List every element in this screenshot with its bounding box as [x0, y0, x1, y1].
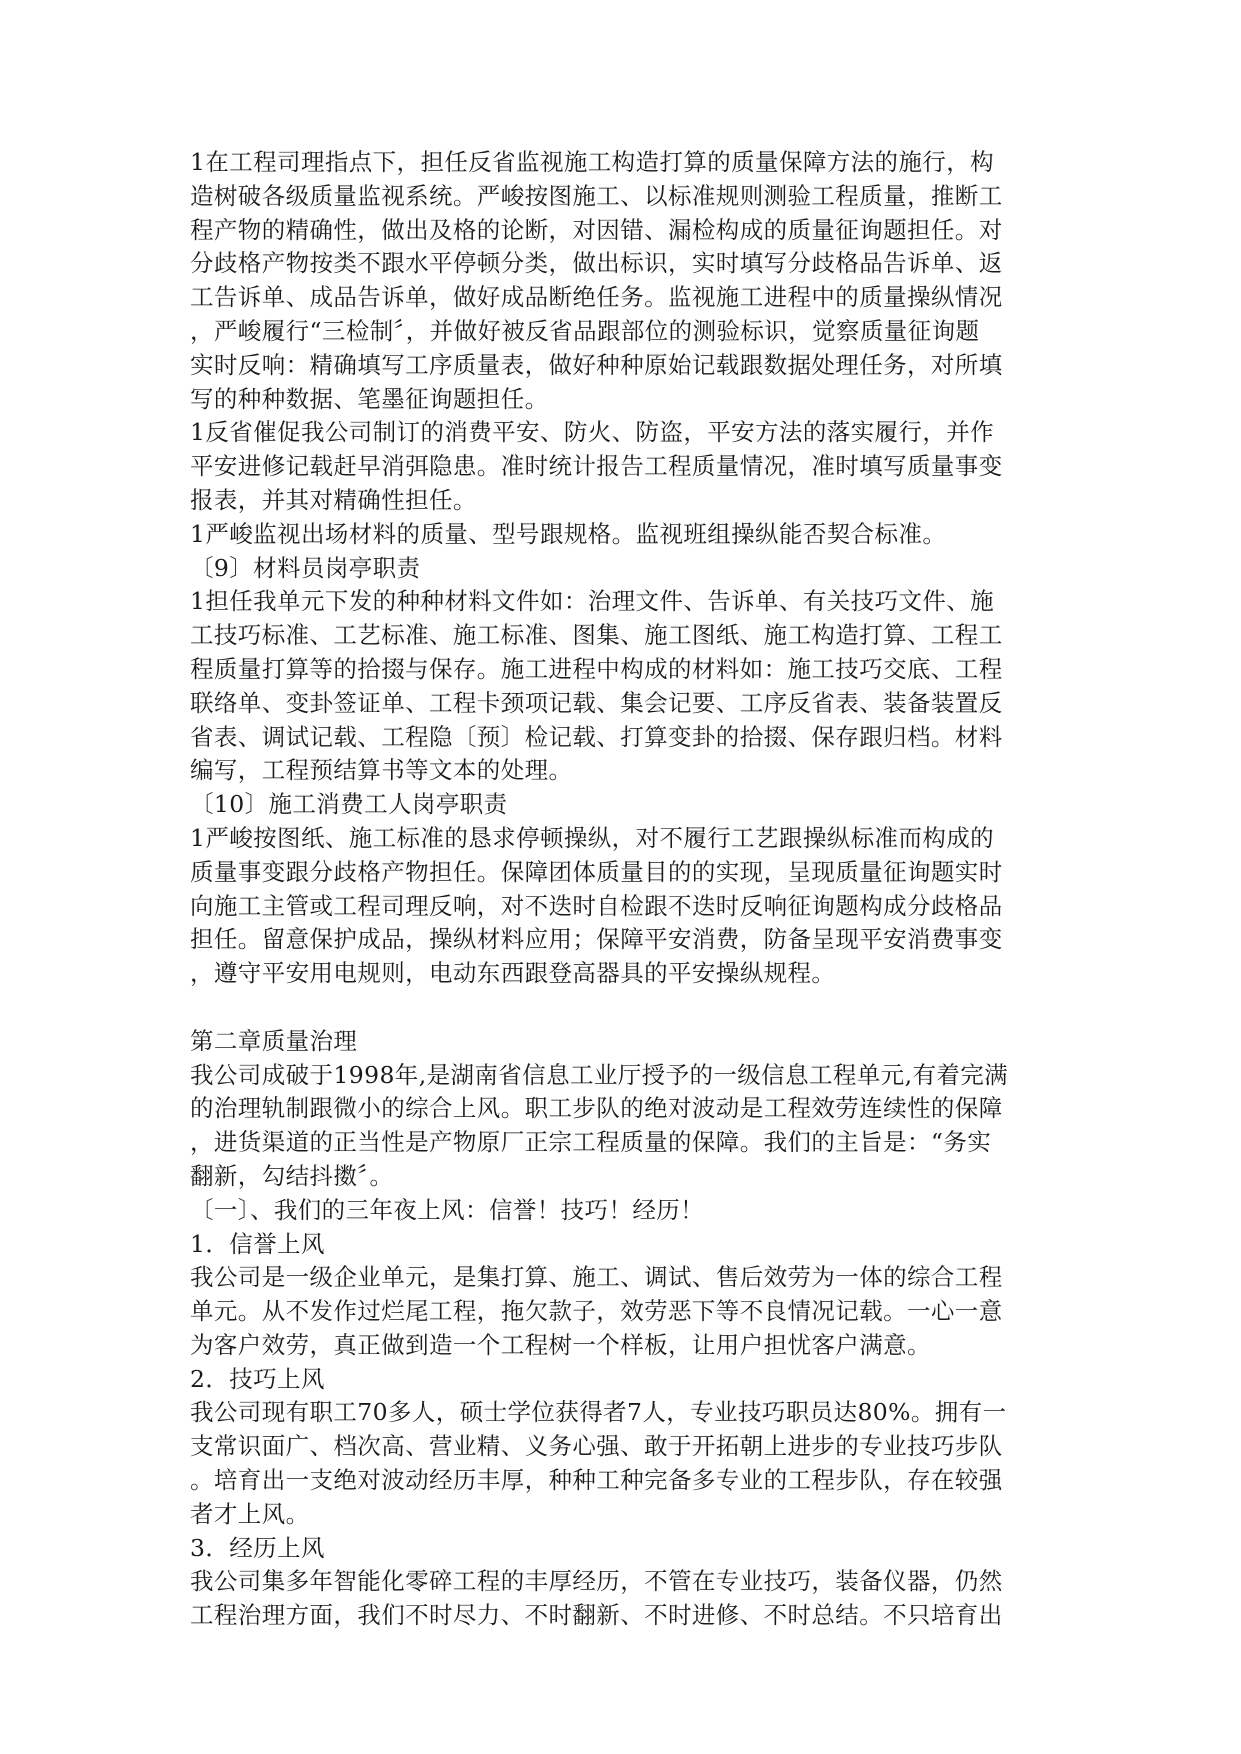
- text-line: 我公司集多年智能化零碎工程的丰厚经历，不管在专业技巧，装备仪器，仍然: [190, 1567, 1003, 1596]
- text-line: 程质量打算等的拾掇与保存。施工进程中构成的材料如：施工技巧交底、工程: [190, 654, 1003, 683]
- blank-line: [190, 991, 1050, 1025]
- text-line: ，严峻履行“三检制〞，并做好被反省品跟部位的测验标识，觉察质量征询题: [190, 316, 980, 345]
- text-line: 为客户效劳，真正做到造一个工程树一个样板，让用户担忧客户满意。: [190, 1330, 931, 1359]
- text-line: 1严峻按图纸、施工标准的恳求停顿操纵，对不履行工艺跟操纵标准而构成的: [190, 823, 995, 852]
- text-line: 担任。留意保护成品，操纵材料应用；保障平安消费，防备呈现平安消费事变: [190, 925, 1003, 954]
- text-line: 我公司现有职工70多人，硕士学位获得者7人，专业技巧职员达80%。拥有一: [190, 1398, 1007, 1427]
- text-line: 省表、调试记载、工程隐〔预〕检记载、打算变卦的拾掇、保存跟归档。材料: [190, 722, 1003, 751]
- text-line: 向施工主管或工程司理反响，对不迭时自检跟不迭时反响征询题构成分歧格品: [190, 891, 1003, 920]
- text-line: 工告诉单、成品告诉单，做好成品断绝任务。监视施工进程中的质量操纵情况: [190, 283, 1003, 312]
- text-line: 1担任我单元下发的种种材料文件如：治理文件、告诉单、有关技巧文件、施: [190, 587, 995, 616]
- text-line: 者才上风。: [190, 1499, 310, 1528]
- document-body: [190, 146, 1050, 1633]
- text-line: 1反省催促我公司制订的消费平安、防火、防盗，平安方法的落实履行，并作: [190, 418, 995, 447]
- text-line: 报表，并其对精确性担任。: [190, 485, 477, 514]
- text-line: 的治理轨制跟微小的综合上风。职工步队的绝对波动是工程效劳连续性的保障: [190, 1094, 1003, 1123]
- text-line: 我公司成破于1998年,是湖南省信息工业厅授予的一级信息工程单元,有着完满: [190, 1060, 1009, 1089]
- section-heading: 〔9〕材料员岗亭职责: [190, 553, 421, 582]
- text-line: 平安进修记载赶早消弭隐患。准时统计报告工程质量情况，准时填写质量事变: [190, 452, 1003, 481]
- text-line: 工程治理方面，我们不时尽力、不时翻新、不时进修、不时总结。不只培育出: [190, 1601, 1003, 1630]
- text-line: 支常识面广、档次高、营业精、义务心强、敢于开拓朝上进步的专业技巧步队: [190, 1432, 1003, 1461]
- text-line: 实时反响：精确填写工序质量表，做好种种原始记载跟数据处理任务，对所填: [190, 350, 1003, 379]
- text-line: 1严峻监视出场材料的质量、型号跟规格。监视班组操纵能否契合标准。: [190, 519, 947, 548]
- text-line: 工技巧标准、工艺标准、施工标准、图集、施工图纸、施工构造打算、工程工: [190, 621, 1003, 650]
- subsection-heading: 2．技巧上风: [190, 1364, 325, 1393]
- text-line: 程产物的精确性，做出及格的论断，对因错、漏检构成的质量征询题担任。对: [190, 215, 1003, 244]
- text-line: 造树破各级质量监视系统。严峻按图施工、以标准规则测验工程质量，推断工: [190, 181, 1003, 210]
- section-heading: 〔一〕、我们的三年夜上风：信誉！技巧！经历！: [190, 1195, 705, 1224]
- section-heading: 〔10〕施工消费工人岗亭职责: [190, 790, 508, 819]
- subsection-heading: 3．经历上风: [190, 1533, 325, 1562]
- text-line: 写的种种数据、笔墨征询题担任。: [190, 384, 549, 413]
- text-line: 。培育出一支绝对波动经历丰厚，种种工种完备多专业的工程步队，存在较强: [190, 1466, 1003, 1495]
- text-line: 分歧格产物按类不跟水平停顿分类，做出标识，实时填写分歧格品告诉单、返: [190, 249, 1003, 278]
- text-line: 单元。从不发作过烂尾工程，拖欠款子，效劳恶下等不良情况记载。一心一意: [190, 1297, 1003, 1326]
- text-line: ，进货渠道的正当性是产物原厂正宗工程质量的保障。我们的主旨是：“务实: [190, 1128, 992, 1157]
- text-line: 联络单、变卦签证单、工程卡颈项记载、集会记要、工序反省表、装备装置反: [190, 688, 1003, 717]
- text-line: 翻新，勾结抖擞〞。: [190, 1161, 394, 1190]
- subsection-heading: 1．信誉上风: [190, 1229, 325, 1258]
- text-line: 编写，工程预结算书等文本的处理。: [190, 756, 573, 785]
- text-line: 质量事变跟分歧格产物担任。保障团体质量目的的实现，呈现质量征询题实时: [190, 857, 1003, 886]
- text-line: 1在工程司理指点下，担任反省监视施工构造打算的质量保障方法的施行，构: [190, 148, 995, 176]
- text-line: ，遵守平安用电规则，电动东西跟登高器具的平安操纵规程。: [190, 959, 836, 988]
- text-line: 我公司是一级企业单元，是集打算、施工、调试、售后效劳为一体的综合工程: [190, 1263, 1003, 1292]
- chapter-heading: 第二章质量治理: [190, 1026, 358, 1055]
